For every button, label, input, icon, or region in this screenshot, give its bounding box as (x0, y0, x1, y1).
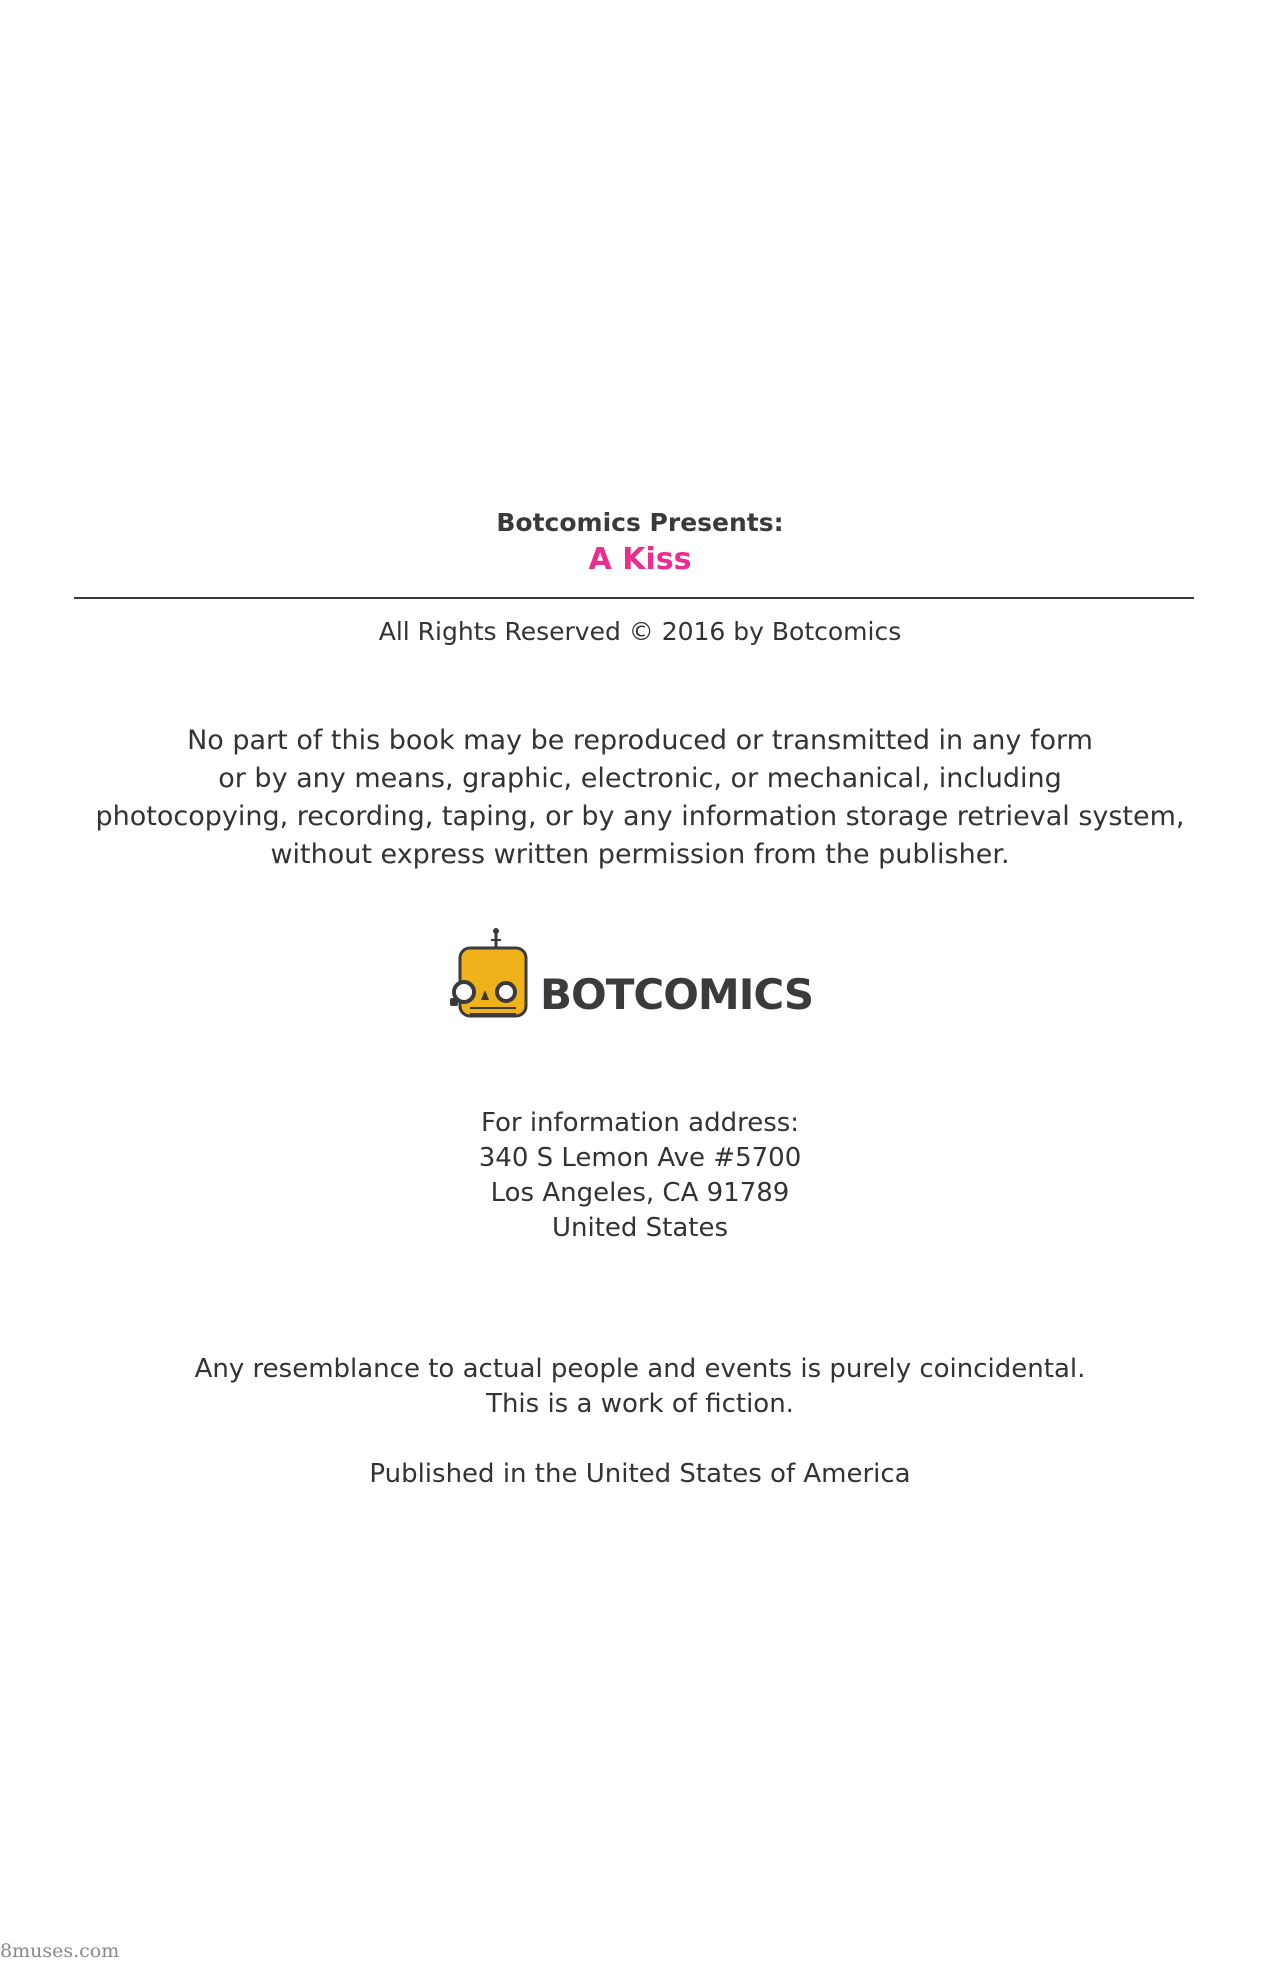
disclaimer-line: This is a work of fiction. (486, 1389, 794, 1419)
notice-line: photocopying, recording, taping, or by any information storage retrieval system, (95, 801, 1185, 832)
rights-notice: All Rights Reserved © 2016 by Botcomics (378, 617, 902, 646)
robot-head-icon (448, 928, 538, 1038)
address-line: Los Angeles, CA 91789 (490, 1178, 790, 1208)
contact-address (0, 1106, 1280, 1246)
address-line: For information address: (480, 1108, 800, 1138)
logo-wordmark: BOTCOMICS (540, 970, 814, 1019)
published-notice: Published in the United States of America (369, 1459, 911, 1489)
notice-line: or by any means, graphic, electronic, or mechanical, including (218, 763, 1062, 794)
fiction-disclaimer (0, 1352, 1280, 1422)
notice-line: without express written permission from the publisher. (270, 839, 1010, 870)
address-line: 340 S Lemon Ave #5700 (478, 1143, 802, 1173)
title-divider (74, 597, 1194, 599)
address-line: United States (551, 1213, 729, 1243)
notice-line: No part of this book may be reproduced or transmitted in any form (187, 725, 1093, 756)
site-watermark: 8muses.com (0, 1940, 120, 1962)
botcomics-logo (448, 928, 828, 1038)
disclaimer-line: Any resemblance to actual people and events is purely coincidental. (194, 1354, 1086, 1384)
copyright-notice (0, 722, 1280, 874)
presents-label: Botcomics Presents: (496, 508, 784, 537)
book-title: A Kiss (588, 542, 692, 577)
